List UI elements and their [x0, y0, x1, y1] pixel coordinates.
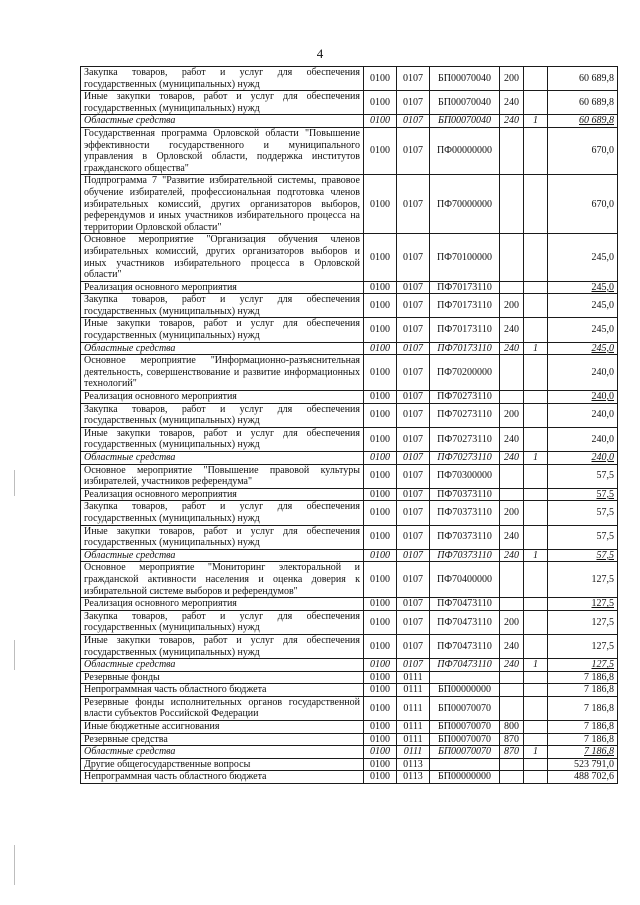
row-name-cell: Областные средства	[81, 342, 364, 355]
row-name-cell: Закупка товаров, работ и услуг для обеспечения государственных (муниципальных) нужд	[81, 610, 364, 634]
expense-type-cell	[500, 464, 524, 488]
row-name-cell: Областные средства	[81, 115, 364, 128]
section-code-cell: 0100	[364, 659, 397, 672]
target-article-cell: БП00070070	[430, 696, 500, 720]
row-name-cell: Иные бюджетные ассигнования	[81, 721, 364, 734]
expense-type-cell	[500, 684, 524, 697]
target-article-cell: ПФ70373110	[430, 488, 500, 501]
expense-type-cell: 240	[500, 342, 524, 355]
subsection-code-cell: 0107	[397, 427, 430, 451]
target-article-cell: БП00000000	[430, 771, 500, 784]
row-name-cell: Основное мероприятие "Организация обучения членов избирательных комиссий, других организаторов выборов и иных участников избирательного процесса в Орловской области"	[81, 234, 364, 281]
subsection-code-cell: 0107	[397, 452, 430, 465]
subsection-code-cell: 0107	[397, 91, 430, 115]
table-row	[81, 342, 618, 355]
funding-source-cell	[524, 67, 548, 91]
target-article-cell: ПФ70273110	[430, 391, 500, 404]
funding-source-cell	[524, 684, 548, 697]
target-article-cell: БП00070070	[430, 746, 500, 759]
target-article-cell: БП00070070	[430, 721, 500, 734]
amount-cell: 7 186,8	[548, 684, 618, 697]
section-code-cell: 0100	[364, 549, 397, 562]
margin-line	[14, 845, 15, 885]
table-row	[81, 355, 618, 391]
amount-cell: 57,5	[548, 501, 618, 525]
table-row	[81, 525, 618, 549]
expense-type-cell	[500, 771, 524, 784]
amount-cell: 245,0	[548, 342, 618, 355]
row-name-cell: Другие общегосударственные вопросы	[81, 758, 364, 771]
section-code-cell: 0100	[364, 427, 397, 451]
subsection-code-cell: 0107	[397, 175, 430, 234]
table-row	[81, 721, 618, 734]
amount-cell: 240,0	[548, 391, 618, 404]
funding-source-cell	[524, 91, 548, 115]
section-code-cell: 0100	[364, 175, 397, 234]
amount-cell: 57,5	[548, 549, 618, 562]
target-article-cell: БП00070040	[430, 115, 500, 128]
table-row	[81, 127, 618, 174]
target-article-cell: ПФ70273110	[430, 427, 500, 451]
amount-cell: 240,0	[548, 452, 618, 465]
amount-cell: 670,0	[548, 127, 618, 174]
subsection-code-cell: 0107	[397, 281, 430, 294]
amount-cell: 240,0	[548, 355, 618, 391]
amount-cell: 245,0	[548, 234, 618, 281]
subsection-code-cell: 0111	[397, 746, 430, 759]
section-code-cell: 0100	[364, 115, 397, 128]
expense-type-cell	[500, 488, 524, 501]
table-row	[81, 501, 618, 525]
expense-type-cell: 240	[500, 318, 524, 342]
subsection-code-cell: 0107	[397, 659, 430, 672]
section-code-cell: 0100	[364, 318, 397, 342]
section-code-cell: 0100	[364, 127, 397, 174]
expense-type-cell: 200	[500, 501, 524, 525]
section-code-cell: 0100	[364, 733, 397, 746]
table-row	[81, 391, 618, 404]
amount-cell: 670,0	[548, 175, 618, 234]
budget-table	[80, 66, 618, 784]
funding-source-cell	[524, 464, 548, 488]
expense-type-cell: 240	[500, 427, 524, 451]
amount-cell: 127,5	[548, 610, 618, 634]
funding-source-cell	[524, 634, 548, 658]
section-code-cell: 0100	[364, 234, 397, 281]
expense-type-cell: 240	[500, 91, 524, 115]
amount-cell: 7 186,8	[548, 746, 618, 759]
row-name-cell: Государственная программа Орловской области "Повышение эффективности государственного и муниципального управления в Орловской области, поддержка институтов гражданского общества"	[81, 127, 364, 174]
row-name-cell: Реализация основного мероприятия	[81, 488, 364, 501]
funding-source-cell	[524, 721, 548, 734]
expense-type-cell	[500, 127, 524, 174]
amount-cell: 60 689,8	[548, 115, 618, 128]
row-name-cell: Подпрограмма 7 "Развитие избирательной системы, правовое обучение избирателей, профессиональная подготовка членов избирательных комиссий, других организаторов выборов, референдумов и иных участников избирательного процесса на территории Орловской области"	[81, 175, 364, 234]
table-row	[81, 746, 618, 759]
funding-source-cell	[524, 281, 548, 294]
subsection-code-cell: 0107	[397, 634, 430, 658]
funding-source-cell	[524, 355, 548, 391]
section-code-cell: 0100	[364, 634, 397, 658]
expense-type-cell	[500, 758, 524, 771]
funding-source-cell	[524, 733, 548, 746]
subsection-code-cell: 0107	[397, 525, 430, 549]
table-row	[81, 562, 618, 598]
subsection-code-cell: 0107	[397, 234, 430, 281]
funding-source-cell	[524, 525, 548, 549]
funding-source-cell: 1	[524, 746, 548, 759]
target-article-cell: ПФ70200000	[430, 355, 500, 391]
target-article-cell: ПФ70473110	[430, 598, 500, 611]
amount-cell: 60 689,8	[548, 67, 618, 91]
page-number: 4	[316, 46, 324, 61]
expense-type-cell: 200	[500, 294, 524, 318]
target-article-cell: БП00070070	[430, 733, 500, 746]
funding-source-cell	[524, 318, 548, 342]
target-article-cell: ПФ70273110	[430, 403, 500, 427]
section-code-cell: 0100	[364, 501, 397, 525]
section-code-cell: 0100	[364, 721, 397, 734]
amount-cell: 488 702,6	[548, 771, 618, 784]
section-code-cell: 0100	[364, 342, 397, 355]
table-row	[81, 318, 618, 342]
expense-type-cell: 800	[500, 721, 524, 734]
expense-type-cell	[500, 562, 524, 598]
funding-source-cell: 1	[524, 342, 548, 355]
section-code-cell: 0100	[364, 684, 397, 697]
table-row	[81, 452, 618, 465]
funding-source-cell	[524, 488, 548, 501]
amount-cell: 57,5	[548, 488, 618, 501]
section-code-cell: 0100	[364, 598, 397, 611]
target-article-cell: ПФ70173110	[430, 342, 500, 355]
section-code-cell: 0100	[364, 464, 397, 488]
section-code-cell: 0100	[364, 294, 397, 318]
subsection-code-cell: 0107	[397, 391, 430, 404]
table-row	[81, 464, 618, 488]
target-article-cell: ПФ70373110	[430, 501, 500, 525]
expense-type-cell: 200	[500, 610, 524, 634]
table-body	[81, 67, 618, 784]
amount-cell: 127,5	[548, 634, 618, 658]
expense-type-cell: 240	[500, 549, 524, 562]
row-name-cell: Реализация основного мероприятия	[81, 281, 364, 294]
expense-type-cell: 200	[500, 403, 524, 427]
subsection-code-cell: 0111	[397, 696, 430, 720]
target-article-cell: БП00000000	[430, 684, 500, 697]
section-code-cell: 0100	[364, 758, 397, 771]
table-row	[81, 175, 618, 234]
funding-source-cell	[524, 391, 548, 404]
subsection-code-cell: 0111	[397, 671, 430, 684]
table-row	[81, 684, 618, 697]
table-row	[81, 696, 618, 720]
funding-source-cell	[524, 294, 548, 318]
section-code-cell: 0100	[364, 525, 397, 549]
row-name-cell: Основное мероприятие "Повышение правовой культуры избирателей, участников референдума"	[81, 464, 364, 488]
section-code-cell: 0100	[364, 281, 397, 294]
amount-cell: 7 186,8	[548, 733, 618, 746]
funding-source-cell	[524, 175, 548, 234]
target-article-cell: ПФ70473110	[430, 634, 500, 658]
amount-cell: 245,0	[548, 318, 618, 342]
expense-type-cell: 240	[500, 659, 524, 672]
amount-cell: 127,5	[548, 598, 618, 611]
subsection-code-cell: 0107	[397, 355, 430, 391]
target-article-cell: БП00070040	[430, 67, 500, 91]
target-article-cell: ПФ70273110	[430, 452, 500, 465]
amount-cell: 245,0	[548, 294, 618, 318]
row-name-cell: Непрограммная часть областного бюджета	[81, 684, 364, 697]
section-code-cell: 0100	[364, 403, 397, 427]
target-article-cell: ПФ70373110	[430, 525, 500, 549]
target-article-cell: ПФ70000000	[430, 175, 500, 234]
subsection-code-cell: 0107	[397, 403, 430, 427]
section-code-cell: 0100	[364, 488, 397, 501]
expense-type-cell	[500, 355, 524, 391]
row-name-cell: Иные закупки товаров, работ и услуг для обеспечения государственных (муниципальных) нужд	[81, 91, 364, 115]
subsection-code-cell: 0111	[397, 684, 430, 697]
amount-cell: 7 186,8	[548, 671, 618, 684]
subsection-code-cell: 0111	[397, 733, 430, 746]
expense-type-cell	[500, 281, 524, 294]
subsection-code-cell: 0107	[397, 115, 430, 128]
section-code-cell: 0100	[364, 610, 397, 634]
row-name-cell: Иные закупки товаров, работ и услуг для обеспечения государственных (муниципальных) нужд	[81, 634, 364, 658]
row-name-cell: Иные закупки товаров, работ и услуг для обеспечения государственных (муниципальных) нужд	[81, 525, 364, 549]
target-article-cell: БП00070040	[430, 91, 500, 115]
expense-type-cell	[500, 598, 524, 611]
amount-cell: 57,5	[548, 525, 618, 549]
subsection-code-cell: 0107	[397, 294, 430, 318]
amount-cell: 127,5	[548, 659, 618, 672]
table-row	[81, 234, 618, 281]
section-code-cell: 0100	[364, 91, 397, 115]
amount-cell: 245,0	[548, 281, 618, 294]
row-name-cell: Областные средства	[81, 452, 364, 465]
amount-cell: 57,5	[548, 464, 618, 488]
table-row	[81, 659, 618, 672]
amount-cell: 7 186,8	[548, 721, 618, 734]
row-name-cell: Закупка товаров, работ и услуг для обеспечения государственных (муниципальных) нужд	[81, 403, 364, 427]
table-row	[81, 733, 618, 746]
table-row	[81, 403, 618, 427]
subsection-code-cell: 0113	[397, 758, 430, 771]
funding-source-cell	[524, 427, 548, 451]
section-code-cell: 0100	[364, 696, 397, 720]
amount-cell: 240,0	[548, 427, 618, 451]
subsection-code-cell: 0107	[397, 501, 430, 525]
target-article-cell: ПФ70473110	[430, 659, 500, 672]
row-name-cell: Закупка товаров, работ и услуг для обеспечения государственных (муниципальных) нужд	[81, 501, 364, 525]
table-row	[81, 671, 618, 684]
expense-type-cell	[500, 175, 524, 234]
target-article-cell: ПФ70473110	[430, 610, 500, 634]
expense-type-cell	[500, 234, 524, 281]
expense-type-cell: 870	[500, 733, 524, 746]
row-name-cell: Закупка товаров, работ и услуг для обеспечения государственных (муниципальных) нужд	[81, 294, 364, 318]
row-name-cell: Основное мероприятие "Информационно-разъяснительная деятельность, совершенствование и развитие информационных технологий"	[81, 355, 364, 391]
target-article-cell	[430, 758, 500, 771]
row-name-cell: Областные средства	[81, 659, 364, 672]
row-name-cell: Областные средства	[81, 549, 364, 562]
funding-source-cell	[524, 771, 548, 784]
target-article-cell: ПФ70100000	[430, 234, 500, 281]
funding-source-cell	[524, 610, 548, 634]
table-row	[81, 427, 618, 451]
expense-type-cell: 870	[500, 746, 524, 759]
section-code-cell: 0100	[364, 746, 397, 759]
amount-cell: 240,0	[548, 403, 618, 427]
amount-cell: 523 791,0	[548, 758, 618, 771]
row-name-cell: Иные закупки товаров, работ и услуг для обеспечения государственных (муниципальных) нужд	[81, 318, 364, 342]
section-code-cell: 0100	[364, 67, 397, 91]
expense-type-cell	[500, 391, 524, 404]
target-article-cell	[430, 671, 500, 684]
section-code-cell: 0100	[364, 391, 397, 404]
subsection-code-cell: 0113	[397, 771, 430, 784]
target-article-cell: ПФ70173110	[430, 294, 500, 318]
expense-type-cell: 200	[500, 67, 524, 91]
subsection-code-cell: 0107	[397, 549, 430, 562]
table-row	[81, 67, 618, 91]
funding-source-cell	[524, 403, 548, 427]
funding-source-cell: 1	[524, 659, 548, 672]
table-row	[81, 758, 618, 771]
table-row	[81, 91, 618, 115]
funding-source-cell	[524, 598, 548, 611]
subsection-code-cell: 0107	[397, 610, 430, 634]
subsection-code-cell: 0107	[397, 318, 430, 342]
table-row	[81, 610, 618, 634]
expense-type-cell: 240	[500, 452, 524, 465]
subsection-code-cell: 0107	[397, 127, 430, 174]
section-code-cell: 0100	[364, 355, 397, 391]
table-row	[81, 549, 618, 562]
funding-source-cell	[524, 671, 548, 684]
table-row	[81, 488, 618, 501]
section-code-cell: 0100	[364, 771, 397, 784]
table-row	[81, 115, 618, 128]
row-name-cell: Реализация основного мероприятия	[81, 391, 364, 404]
funding-source-cell	[524, 696, 548, 720]
funding-source-cell: 1	[524, 115, 548, 128]
row-name-cell: Основное мероприятие "Мониторинг электоральной и гражданской активности населения и оценка доверия к избирательной системе выборов и референдумов"	[81, 562, 364, 598]
target-article-cell: ПФ70400000	[430, 562, 500, 598]
table-row	[81, 634, 618, 658]
row-name-cell: Резервные средства	[81, 733, 364, 746]
table-row	[81, 598, 618, 611]
expense-type-cell	[500, 671, 524, 684]
table-row	[81, 281, 618, 294]
row-name-cell: Закупка товаров, работ и услуг для обеспечения государственных (муниципальных) нужд	[81, 67, 364, 91]
funding-source-cell	[524, 758, 548, 771]
funding-source-cell: 1	[524, 452, 548, 465]
margin-line	[14, 640, 15, 670]
subsection-code-cell: 0107	[397, 562, 430, 598]
row-name-cell: Резервные фонды исполнительных органов государственной власти субъектов Российской Федерации	[81, 696, 364, 720]
section-code-cell: 0100	[364, 562, 397, 598]
target-article-cell: ПФ70373110	[430, 549, 500, 562]
expense-type-cell: 240	[500, 525, 524, 549]
expense-type-cell	[500, 696, 524, 720]
target-article-cell: ПФ70173110	[430, 318, 500, 342]
expense-type-cell: 240	[500, 115, 524, 128]
table-row	[81, 771, 618, 784]
subsection-code-cell: 0107	[397, 488, 430, 501]
subsection-code-cell: 0111	[397, 721, 430, 734]
target-article-cell: ПФ70173110	[430, 281, 500, 294]
amount-cell: 60 689,8	[548, 91, 618, 115]
margin-line	[14, 470, 15, 496]
funding-source-cell	[524, 501, 548, 525]
table-row	[81, 294, 618, 318]
funding-source-cell: 1	[524, 549, 548, 562]
row-name-cell: Резервные фонды	[81, 671, 364, 684]
section-code-cell: 0100	[364, 671, 397, 684]
subsection-code-cell: 0107	[397, 598, 430, 611]
amount-cell: 7 186,8	[548, 696, 618, 720]
row-name-cell: Непрограммная часть областного бюджета	[81, 771, 364, 784]
target-article-cell: ПФ70300000	[430, 464, 500, 488]
row-name-cell: Областные средства	[81, 746, 364, 759]
amount-cell: 127,5	[548, 562, 618, 598]
funding-source-cell	[524, 234, 548, 281]
row-name-cell: Реализация основного мероприятия	[81, 598, 364, 611]
funding-source-cell	[524, 127, 548, 174]
target-article-cell: ПФ00000000	[430, 127, 500, 174]
subsection-code-cell: 0107	[397, 67, 430, 91]
expense-type-cell: 240	[500, 634, 524, 658]
section-code-cell: 0100	[364, 452, 397, 465]
subsection-code-cell: 0107	[397, 464, 430, 488]
subsection-code-cell: 0107	[397, 342, 430, 355]
row-name-cell: Иные закупки товаров, работ и услуг для обеспечения государственных (муниципальных) нужд	[81, 427, 364, 451]
funding-source-cell	[524, 562, 548, 598]
